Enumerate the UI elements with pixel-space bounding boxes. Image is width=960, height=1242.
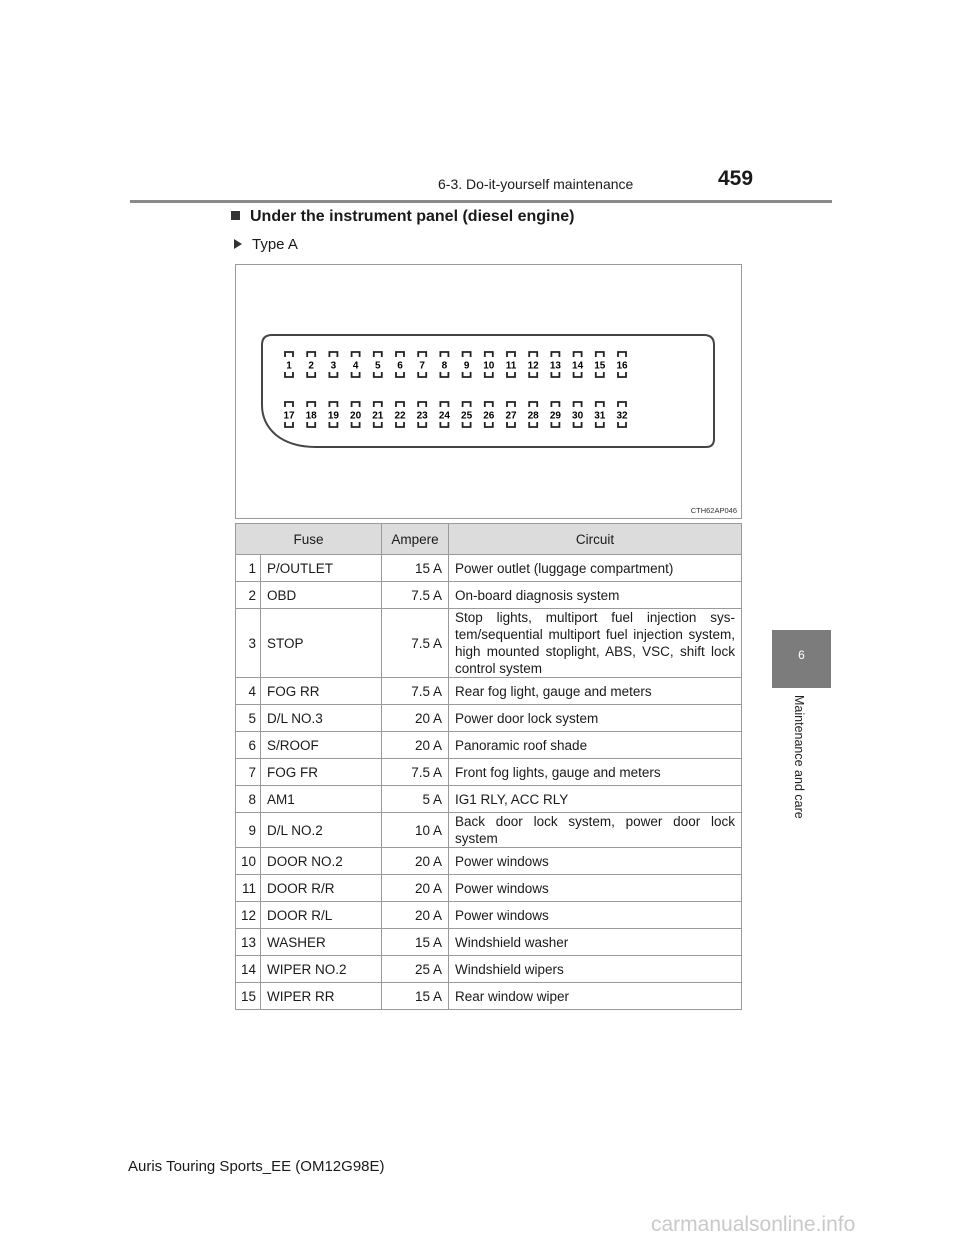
- sub-heading-text: Type A: [252, 236, 298, 253]
- fuse-number: 8: [236, 786, 261, 813]
- table-row: [236, 983, 742, 1010]
- fuse-ampere: 10 A: [382, 813, 449, 848]
- fuse-circuit: Rear window wiper: [449, 983, 742, 1010]
- table-row: [236, 929, 742, 956]
- fuse-slot-label: 3: [330, 360, 337, 372]
- figure-code: CTH62AP046: [690, 506, 737, 515]
- fuse-circuit: Front fog lights, gauge and meters: [449, 759, 742, 786]
- fuse-name: OBD: [261, 582, 382, 609]
- fuse-name: P/OUTLET: [261, 555, 382, 582]
- fuse-slot-label: 31: [594, 410, 606, 422]
- fuse-circuit: IG1 RLY, ACC RLY: [449, 786, 742, 813]
- triangle-bullet-icon: [234, 239, 242, 249]
- fuse-name: S/ROOF: [261, 732, 382, 759]
- fuse-slot-label: 6: [397, 360, 403, 372]
- table-header-row: [236, 524, 742, 555]
- fuse-slot-label: 11: [505, 360, 517, 372]
- fuse-name: DOOR R/L: [261, 902, 382, 929]
- fuse-circuit: Panoramic roof shade: [449, 732, 742, 759]
- fuse-ampere: 5 A: [382, 786, 449, 813]
- fuse-slot-label: 21: [372, 410, 384, 422]
- fuse-number: 2: [236, 582, 261, 609]
- fuse-slot-label: 10: [483, 360, 495, 372]
- fuse-slot-label: 22: [394, 410, 406, 422]
- fuse-circuit: Rear fog light, gauge and meters: [449, 678, 742, 705]
- fuse-ampere: 15 A: [382, 983, 449, 1010]
- table-row: [236, 705, 742, 732]
- fuse-name: DOOR NO.2: [261, 848, 382, 875]
- fuse-name: D/L NO.3: [261, 705, 382, 732]
- fuse-slot-label: 24: [438, 410, 450, 422]
- fuse-number: 6: [236, 732, 261, 759]
- fuse-name: WASHER: [261, 929, 382, 956]
- fuse-number: 13: [236, 929, 261, 956]
- fuse-name: D/L NO.2: [261, 813, 382, 848]
- fuse-name: WIPER RR: [261, 983, 382, 1010]
- fuse-number: 1: [236, 555, 261, 582]
- fuse-slot-label: 13: [549, 360, 561, 372]
- fuse-slot-label: 18: [305, 410, 317, 422]
- fuse-ampere: 20 A: [382, 848, 449, 875]
- fuse-number: 12: [236, 902, 261, 929]
- fuse-circuit: Windshield wipers: [449, 956, 742, 983]
- footer-manual-title: Auris Touring Sports_EE (OM12G98E): [128, 1158, 385, 1175]
- sub-heading: [234, 236, 298, 253]
- fuse-slot-label: 5: [375, 360, 381, 372]
- fuse-name: AM1: [261, 786, 382, 813]
- fuse-slot-label: 7: [419, 360, 425, 372]
- fuse-slot-label: 26: [483, 410, 495, 422]
- fuse-circuit: Windshield washer: [449, 929, 742, 956]
- page-number: 459: [718, 167, 754, 190]
- table-row: [236, 555, 742, 582]
- fuse-slot-label: 9: [463, 360, 470, 372]
- fuse-number: 11: [236, 875, 261, 902]
- fuse-slot-label: 30: [572, 410, 584, 422]
- table-row: [236, 759, 742, 786]
- fuse-ampere: 7.5 A: [382, 609, 449, 678]
- header-section-title: 6-3. Do-it-yourself maintenance: [438, 176, 634, 192]
- fuse-slot-label: 16: [616, 360, 628, 372]
- fuse-circuit: Power windows: [449, 848, 742, 875]
- fuse-ampere: 25 A: [382, 956, 449, 983]
- fuse-ampere: 7.5 A: [382, 678, 449, 705]
- fuse-slot-label: 25: [461, 410, 473, 422]
- fuse-ampere: 20 A: [382, 705, 449, 732]
- fuse-number: 15: [236, 983, 261, 1010]
- fuse-ampere: 20 A: [382, 902, 449, 929]
- fuse-number: 7: [236, 759, 261, 786]
- chapter-number: 6: [798, 648, 805, 662]
- table-row: [236, 875, 742, 902]
- fuse-ampere: 15 A: [382, 555, 449, 582]
- fuse-box-diagram: [236, 265, 741, 518]
- fuse-number: 14: [236, 956, 261, 983]
- fuse-name: DOOR R/R: [261, 875, 382, 902]
- fuse-number: 5: [236, 705, 261, 732]
- fuse-name: WIPER NO.2: [261, 956, 382, 983]
- column-header-fuse: Fuse: [236, 524, 382, 555]
- chapter-side-label: Maintenance and care: [792, 695, 806, 819]
- fuse-slot-label: 29: [549, 410, 561, 422]
- fuse-ampere: 20 A: [382, 875, 449, 902]
- watermark: carmanualsonline.info: [651, 1213, 856, 1236]
- table-row: [236, 678, 742, 705]
- fuse-ampere: 7.5 A: [382, 759, 449, 786]
- table-row: [236, 956, 742, 983]
- fuse-name: STOP: [261, 609, 382, 678]
- fuse-slot-label: 2: [308, 360, 314, 372]
- fuse-slot-label: 1: [286, 360, 292, 372]
- fuse-slot-label: 4: [352, 360, 359, 372]
- table-row: [236, 786, 742, 813]
- fuse-circuit: On-board diagnosis system: [449, 582, 742, 609]
- fuse-circuit: Power door lock system: [449, 705, 742, 732]
- fuse-ampere: 15 A: [382, 929, 449, 956]
- table-row: [236, 582, 742, 609]
- fuse-slot-label: 8: [441, 360, 448, 372]
- table-row: [236, 848, 742, 875]
- fuse-slot-label: 15: [594, 360, 606, 372]
- chapter-tab: [772, 630, 831, 688]
- fuse-slot-label: 32: [616, 410, 628, 422]
- table-row: [236, 902, 742, 929]
- fuse-slot-label: 23: [416, 410, 428, 422]
- table-row: [236, 813, 742, 848]
- fuse-table: [235, 523, 742, 1010]
- fuse-slot-label: 17: [283, 410, 295, 422]
- fuse-slot-label: 19: [327, 410, 339, 422]
- column-header-ampere: Ampere: [382, 524, 449, 555]
- fuse-slot-label: 20: [350, 410, 362, 422]
- fuse-name: FOG FR: [261, 759, 382, 786]
- fuse-circuit: Power windows: [449, 902, 742, 929]
- fuse-circuit: Back door lock system, power door lock system: [449, 813, 742, 848]
- fuse-slot-label: 12: [527, 360, 539, 372]
- fuse-box-figure: [235, 264, 742, 519]
- column-header-circuit: Circuit: [449, 524, 742, 555]
- table-row: [236, 732, 742, 759]
- fuse-circuit: Stop lights, multiport fuel injection sys-tem/sequential multiport fuel injection system, high mounted stoplight, ABS, VSC, shift lock control system: [449, 609, 742, 678]
- fuse-ampere: 20 A: [382, 732, 449, 759]
- header-rule: [130, 200, 832, 203]
- fuse-ampere: 7.5 A: [382, 582, 449, 609]
- square-bullet-icon: [231, 211, 240, 220]
- fuse-number: 9: [236, 813, 261, 848]
- fuse-number: 4: [236, 678, 261, 705]
- table-row: [236, 609, 742, 678]
- fuse-slot-label: 27: [505, 410, 517, 422]
- fuse-slot-label: 14: [572, 360, 584, 372]
- fuse-name: FOG RR: [261, 678, 382, 705]
- fuse-number: 3: [236, 609, 261, 678]
- fuse-circuit: Power outlet (luggage compartment): [449, 555, 742, 582]
- fuse-slot-label: 28: [527, 410, 539, 422]
- section-heading: [231, 208, 575, 226]
- fuse-circuit: Power windows: [449, 875, 742, 902]
- fuse-number: 10: [236, 848, 261, 875]
- section-heading-text: Under the instrument panel (diesel engine): [250, 208, 575, 225]
